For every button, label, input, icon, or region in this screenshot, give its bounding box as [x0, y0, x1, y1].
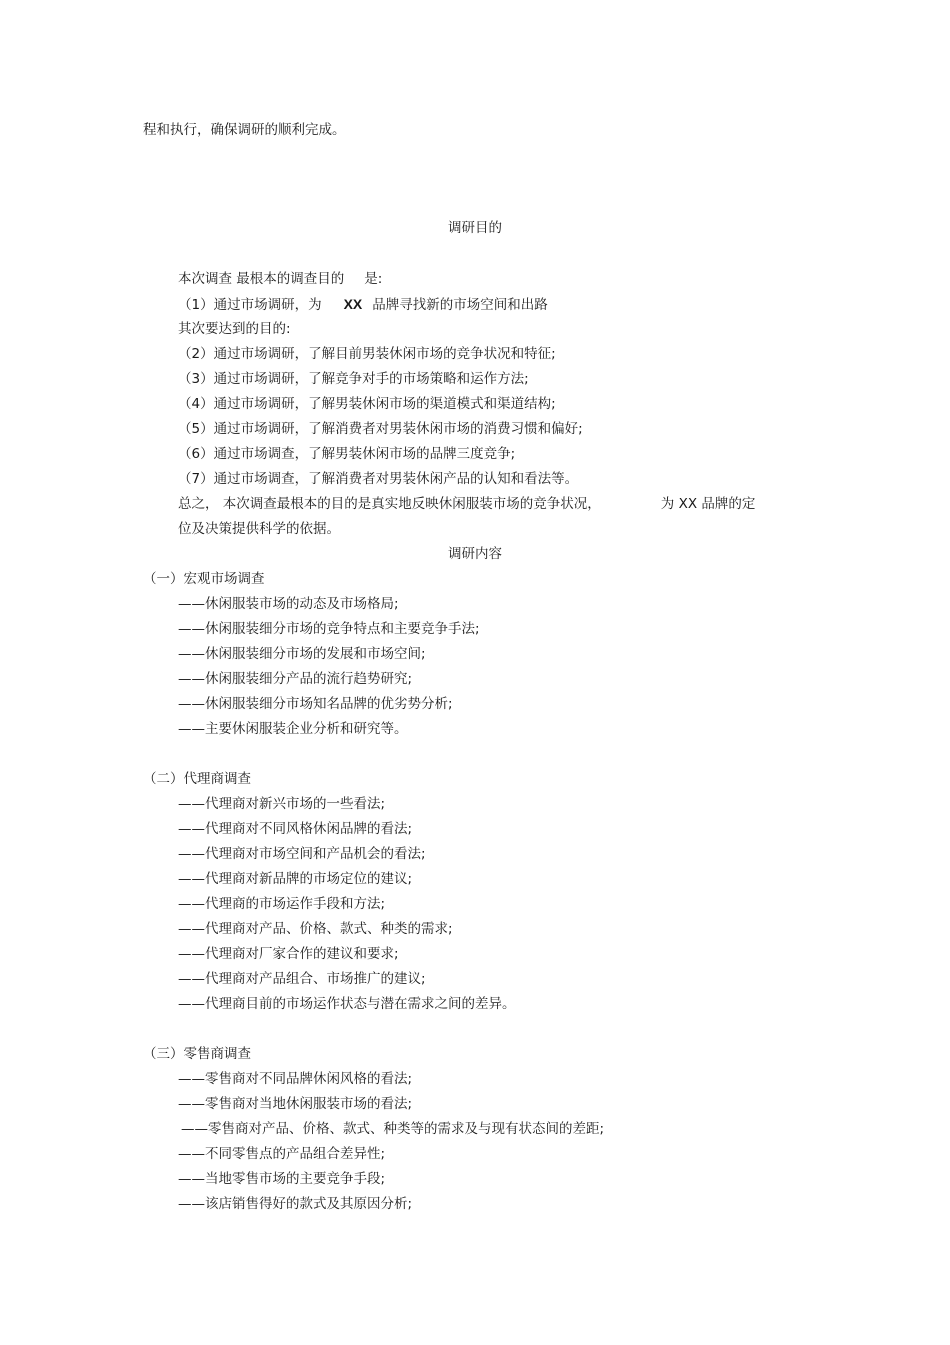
list-item: ——代理商对不同风格休闲品牌的看法; [178, 821, 413, 837]
purpose-item: （6）通过市场调查，了解男装休闲市场的品牌三度竞争; [178, 446, 516, 462]
list-item: ——休闲服装市场的动态及市场格局; [178, 596, 399, 612]
purpose-item-1 [178, 295, 548, 314]
list-item: ——该店销售得好的款式及其原因分析; [178, 1196, 413, 1212]
list-item: ——休闲服装细分市场知名品牌的优劣势分析; [178, 696, 453, 712]
section-title: （一）宏观市场调查 [143, 571, 265, 587]
purpose-secondary: 其次要达到的目的: [178, 321, 291, 337]
list-item: ——代理商目前的市场运作状态与潜在需求之间的差异。 [178, 996, 516, 1012]
list-item: ——代理商对产品组合、市场推广的建议; [178, 971, 426, 987]
summary-text: 总之， 本次调查最根本的目的是真实地反映休闲服装市场的竞争状况， [178, 496, 601, 512]
intro-continuation: 程和执行，确保调研的顺利完成。 [143, 122, 346, 138]
list-item: ——代理商的市场运作手段和方法; [178, 896, 386, 912]
section-title: （三）零售商调查 [143, 1046, 251, 1062]
list-item: ——不同零售点的产品组合差异性; [178, 1146, 386, 1162]
list-item: ——当地零售市场的主要竞争手段; [178, 1171, 386, 1187]
purpose-item: （2）通过市场调研，了解目前男装休闲市场的竞争状况和特征; [178, 346, 556, 362]
item-text: 通过市场调研，为 [213, 297, 322, 313]
summary-text-continued: 为 XX 品牌的定 [660, 496, 756, 512]
purpose-summary-line [178, 495, 755, 513]
list-item: ——休闲服装细分产品的流行趋势研究; [178, 671, 413, 687]
item-text-continued: 品牌寻找新的市场空间和出路 [372, 297, 548, 313]
list-item: ——代理商对产品、价格、款式、种类的需求; [178, 921, 453, 937]
purpose-heading: 调研目的 [448, 220, 502, 236]
list-item: ——零售商对不同品牌休闲风格的看法; [178, 1071, 413, 1087]
section-title: （二）代理商调查 [143, 771, 251, 787]
list-item: ——代理商对新兴市场的一些看法; [178, 796, 386, 812]
list-item: ——休闲服装细分市场的竞争特点和主要竞争手法; [178, 621, 480, 637]
list-item: ——零售商对当地休闲服装市场的看法; [178, 1096, 413, 1112]
item-number: （1） [178, 297, 214, 313]
list-item: ——主要休闲服装企业分析和研究等。 [178, 721, 408, 737]
purpose-item: （5）通过市场调研，了解消费者对男装休闲市场的消费习惯和偏好; [178, 421, 583, 437]
list-item: ——代理商对新品牌的市场定位的建议; [178, 871, 413, 887]
list-item: ——休闲服装细分市场的发展和市场空间; [178, 646, 426, 662]
list-item: ——零售商对产品、价格、款式、种类等的需求及与现有状态间的差距; [181, 1121, 605, 1137]
purpose-main-line [178, 270, 382, 288]
content-heading: 调研内容 [448, 546, 502, 562]
purpose-main-text: 本次调查 最根本的调查目的 [178, 271, 345, 287]
list-item: ——代理商对厂家合作的建议和要求; [178, 946, 399, 962]
list-item: ——代理商对市场空间和产品机会的看法; [178, 846, 426, 862]
purpose-item: （4）通过市场调研，了解男装休闲市场的渠道模式和渠道结构; [178, 396, 556, 412]
purpose-item: （3）通过市场调研，了解竞争对手的市场策略和运作方法; [178, 371, 529, 387]
brand-placeholder: XX [343, 296, 363, 312]
purpose-item: （7）通过市场调查，了解消费者对男装休闲产品的认知和看法等。 [178, 471, 579, 487]
purpose-main-colon: 是: [364, 271, 383, 287]
purpose-summary-end: 位及决策提供科学的依据。 [178, 521, 340, 537]
